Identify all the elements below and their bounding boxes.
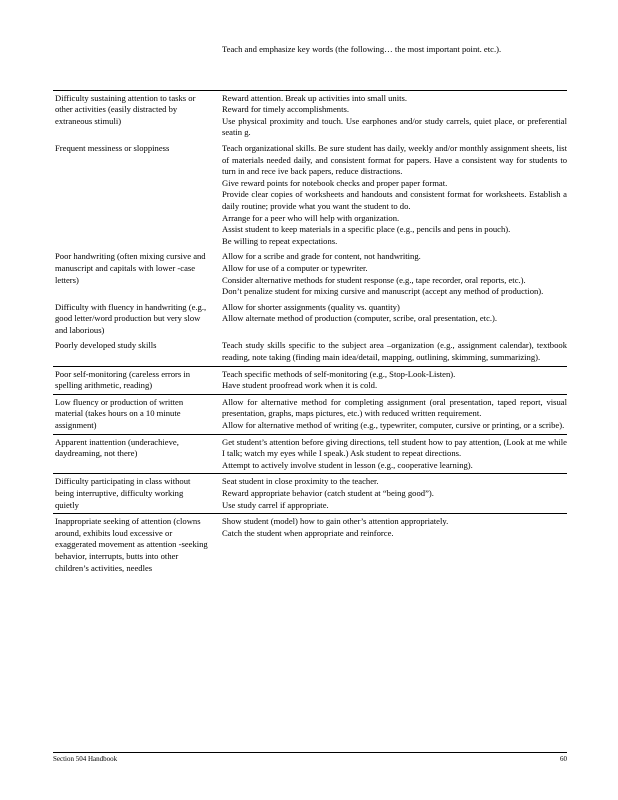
- problem-cell: Apparent inattention (underachieve, daydreaming, not there): [55, 436, 179, 459]
- bullet-icon: [213, 437, 222, 460]
- bullet-icon: [213, 516, 222, 528]
- table-row: [53, 300, 567, 339]
- accommodation-cell: [211, 300, 567, 339]
- list-item-text: Assist student to keep materials in a specific place (e.g., pencils and pens in pouch).: [222, 224, 511, 235]
- bullet-icon: [213, 236, 222, 248]
- list-item: [213, 516, 567, 528]
- bullet-icon: [213, 189, 222, 212]
- list-item-text: Allow for alternative method of writing (e.g., typewriter, computer, cursive or printing, or a scribe).: [222, 420, 565, 431]
- list-item-text: Attempt to actively involve student in lesson (e.g., cooperative learning).: [222, 459, 473, 470]
- list-item-text: Provide clear copies of worksheets and handouts and consistent format for worksheets. Establish a daily routine; provide what you want the student to do.: [222, 189, 567, 211]
- accommodation-cell: [211, 514, 567, 576]
- bullet-icon: [213, 460, 222, 472]
- bullet-icon: [213, 224, 222, 236]
- accommodation-cell: [211, 474, 567, 513]
- list-item-text: Allow for alternative method for completing assignment (oral presentation, taped report, visual presentation, graphs, maps pictures, etc.) with reduced written requirement.: [222, 396, 567, 419]
- list-item-text: Teach organizational skills. Be sure student has daily, weekly and/or monthly assignment sheets, list of materials needed daily, and consistent format for papers. Have a consistent way for students to turn in and rece ive back papers, reduce distractions.: [222, 142, 567, 177]
- bullet-icon: [213, 143, 222, 178]
- list-item-text: Reward appropriate behavior (catch student at “being good”).: [222, 488, 434, 498]
- table-row: [53, 42, 567, 90]
- problem-cell: Poor self-monitoring (careless errors in spelling arithmetic, reading): [55, 368, 191, 391]
- list-item: [213, 116, 567, 139]
- table-row: [53, 434, 567, 474]
- list-item-text: Have student proofread work when it is cold.: [222, 380, 378, 391]
- list-item-text: Arrange for a peer who will help with organization.: [222, 212, 400, 223]
- bullet-icon: [213, 116, 222, 139]
- table-row: [53, 249, 567, 299]
- list-item: [213, 528, 567, 540]
- page-footer: [53, 752, 567, 763]
- bullet-icon: [213, 275, 222, 287]
- problem-cell: Low fluency or production of written material (takes hours on a 10 minute assignment): [55, 396, 184, 431]
- list-item: [213, 302, 567, 314]
- bullet-icon: [213, 263, 222, 275]
- list-item: [213, 189, 567, 212]
- list-item: [213, 397, 567, 420]
- accommodation-cell: [211, 42, 567, 90]
- accommodation-cell: [211, 249, 567, 299]
- bullet-icon: [213, 528, 222, 540]
- table-row: [53, 141, 567, 249]
- list-item: [213, 236, 567, 248]
- bullet-icon: [213, 213, 222, 225]
- list-item-text: Teach specific methods of self-monitoring (e.g., Stop-Look-Listen).: [222, 368, 456, 379]
- list-item: [213, 143, 567, 178]
- bullet-icon: [213, 93, 222, 105]
- list-item: [213, 420, 567, 432]
- table-row: [53, 90, 567, 141]
- bullet-icon: [213, 420, 222, 432]
- list-item-text: Seat student in close proximity to the teacher.: [222, 476, 379, 487]
- list-item: [213, 488, 567, 500]
- bullet-icon: [213, 313, 222, 325]
- list-item-text: Use physical proximity and touch. Use earphones and/or study carrels, quiet place, or preferential seatin g.: [222, 115, 567, 138]
- list-item: [213, 93, 567, 105]
- table-row: [53, 394, 567, 434]
- list-item: [213, 224, 567, 236]
- list-item-text: Teach and emphasize key words (the following… the most important point. etc.).: [222, 44, 502, 54]
- list-item-text: Allow for shorter assignments (quality vs. quantity): [222, 301, 400, 312]
- list-item-text: Catch the student when appropriate and reinforce.: [222, 527, 394, 538]
- bullet-icon: [213, 104, 222, 116]
- list-item: [213, 476, 567, 488]
- list-item-text: Get student’s attention before giving directions, tell student how to pay attention, (Look at me while I talk; watch my eyes while I speak.) Ask student to repeat directions.: [222, 436, 567, 459]
- list-item-text: Allow alternate method of production (computer, scribe, oral presentation, etc.).: [222, 313, 498, 324]
- list-item-text: Consider alternative methods for student response (e.g., tape recorder, oral reports, etc.).: [222, 274, 526, 285]
- list-item: [213, 369, 567, 381]
- problem-cell: Frequent messiness or sloppiness: [55, 142, 170, 153]
- list-item: [213, 213, 567, 225]
- bullet-icon: [213, 178, 222, 190]
- bullet-icon: [213, 397, 222, 420]
- problem-cell: Difficulty sustaining attention to tasks or other activities (easily distracted by extraneous stimuli): [55, 92, 196, 126]
- list-item-text: Show student (model) how to gain other’s attention appropriately.: [222, 516, 449, 527]
- list-item-text: Be willing to repeat expectations.: [222, 235, 338, 246]
- accommodation-cell: [211, 367, 567, 394]
- problem-cell: Poor handwriting (often mixing cursive and manuscript and capitals with lower -case letters): [55, 251, 206, 285]
- list-item: [213, 286, 567, 298]
- list-item: [213, 380, 567, 392]
- bullet-icon: [213, 369, 222, 381]
- problem-cell: Difficulty participating in class without being interruptive, difficulty working quietly: [55, 476, 191, 510]
- list-item-text: Teach study skills specific to the subject area –organization (e.g., assignment calendar), textbook reading, note taking (finding main idea/detail, mapping, outlining, skimming, summarizing).: [222, 340, 567, 363]
- table-row: [53, 366, 567, 394]
- accommodation-cell: [211, 91, 567, 141]
- bullet-icon: [213, 380, 222, 392]
- bullet-icon: [213, 340, 222, 363]
- bullet-icon: [213, 500, 222, 512]
- bullet-icon: [213, 302, 222, 314]
- list-item-text: Reward attention. Break up activities into small units.: [222, 92, 407, 103]
- list-item-text: Reward for timely accomplishments.: [222, 104, 349, 115]
- problem-cell: Difficulty with fluency in handwriting (e.g., good letter/word production but very slow and laborious): [55, 301, 207, 335]
- table-row: [53, 513, 567, 576]
- list-item: [213, 104, 567, 116]
- list-item: [213, 437, 567, 460]
- list-item-text: Allow for use of a computer or typewriter.: [222, 262, 368, 273]
- problem-cell: Poorly developed study skills: [55, 340, 157, 351]
- list-item-text: Use study carrel if appropriate.: [222, 499, 329, 510]
- list-item: [213, 178, 567, 190]
- bullet-icon: [213, 286, 222, 298]
- page-number: 60: [560, 755, 567, 763]
- bullet-icon: [213, 251, 222, 263]
- problem-cell: [53, 42, 211, 90]
- list-item: [213, 340, 567, 363]
- list-item: [213, 500, 567, 512]
- table-row: [53, 338, 567, 365]
- list-item: [213, 313, 567, 325]
- accommodation-cell: [211, 395, 567, 434]
- list-item: [213, 263, 567, 275]
- list-item: [213, 460, 567, 472]
- list-item: [213, 44, 567, 56]
- accommodation-cell: [211, 141, 567, 249]
- table-row: [53, 473, 567, 513]
- bullet-icon: [213, 476, 222, 488]
- footer-title: Section 504 Handbook: [53, 755, 118, 763]
- accommodation-cell: [211, 435, 567, 474]
- bullet-icon: [213, 488, 222, 500]
- accommodations-table: [53, 42, 567, 576]
- list-item: [213, 251, 567, 263]
- problem-cell: Inappropriate seeking of attention (clowns around, exhibits loud excessive or exaggerated movement as attention -seeking behavior, interrupts, butts into other children’s activities, needles: [55, 516, 208, 573]
- list-item-text: Give reward points for notebook checks and proper paper format.: [222, 177, 448, 188]
- list-item-text: Allow for a scribe and grade for content, not handwriting.: [222, 251, 421, 262]
- list-item: [213, 275, 567, 287]
- accommodation-cell: [211, 338, 567, 365]
- list-item-text: Don’t penalize student for mixing cursive and manuscript (accept any method of production).: [222, 286, 544, 297]
- bullet-icon: [213, 44, 222, 56]
